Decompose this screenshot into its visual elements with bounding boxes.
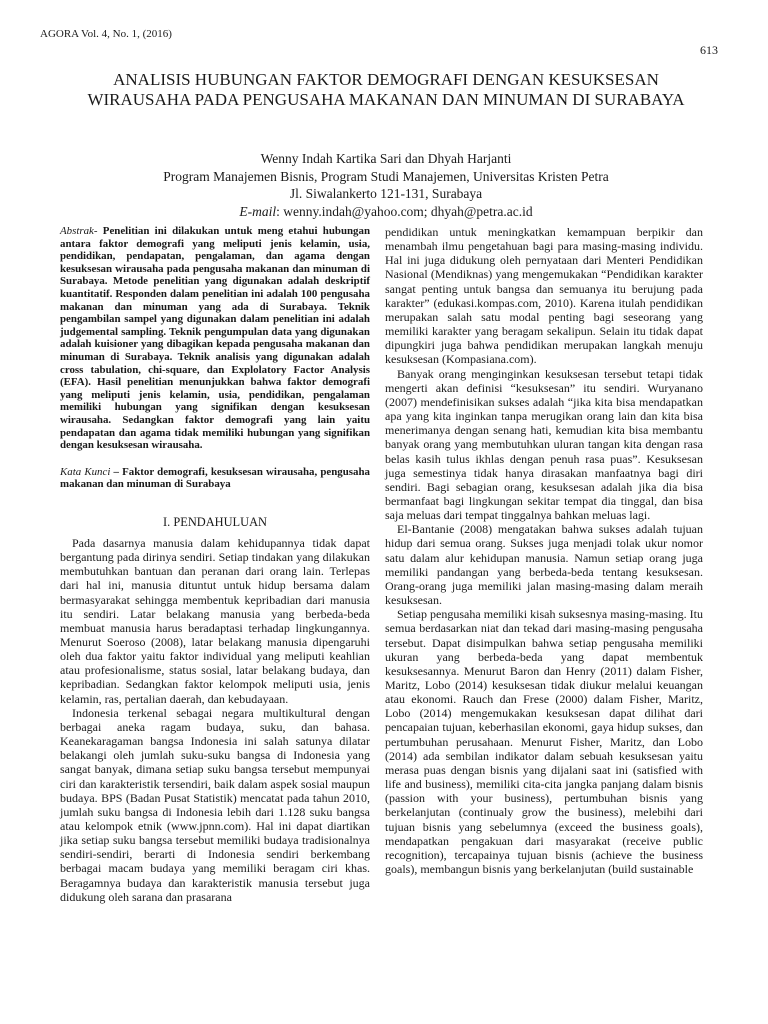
author-address: Jl. Siwalankerto 121-131, Surabaya [289,186,483,201]
abstract [60,225,370,452]
abstract-text: Penelitian ini dilakukan untuk meng etahui hubungan antara faktor demografi yang meliputi jenis kelamin, usia, pendidikan, pendapatan, pengalaman, dan agama dengan kesuksesan wirausaha pada pengusaha makanan dan minuman di Surabaya. Metode penelitian yang digunakan adalah deskriptif kuantitatif. Responden dalam penelitian ini adalah 100 pengusaha makanan dan minuman yang ada di Surabaya. Teknik pengambilan sampel yang digunakan dalam penelitian ini adalah judgemental sampling. Teknik pengumpulan data yang digunakan adalah kuisioner yang dibagikan kepada pengusaha makanan dan minuman di Surabaya. Teknik analisis yang digunakan adalah cross tabulation, chi-square, dan Explolatory Factor Analysis (EFA). Hasil penelitian menunjukkan bahwa faktor demografi yang meliputi jenis kelamin, usia, pendidikan, pengalaman memiliki hubungan yang signifikan dengan kesuksesan wirausaha. Sedangkan faktor demografi yang lain yaitu pendapatan dan agama tidak memiliki hubungan yang signifikan dengan kesuksesan wirausaha. [60,225,370,452]
keywords-text: – Faktor demografi, kesuksesan wirausaha, pengusaha makanan dan minuman di Surabaya [60,465,370,491]
keywords-label: Kata Kunci [60,465,111,478]
right-column [385,225,703,876]
author-email-line [80,203,692,221]
paper-title: ANALISIS HUBUNGAN FAKTOR DEMOGRAFI DENGAN KESUKSESAN WIRAUSAHA PADA PENGUSAHA MAKANAN DAN MINUMAN DI SURABAYA [87,70,685,109]
author-email: : wenny.indah@yahoo.com; dhyah@petra.ac.id [276,203,533,219]
author-names: Wenny Indah Kartika Sari dan Dhyah Harjanti [260,151,512,166]
author-block [80,150,692,220]
right-paragraph-3: El-Bantanie (2008) mengatakan bahwa sukses adalah tujuan hidup dari semua orang. Sukses juga menjadi tolak ukur nomor satu dalam alur kehidupan manusia. Namun setiap orang juga memiliki pandangan yang berbeda-beda tentang kesuksesan. Orang-orang juga memiliki jalan masing-masing dalam meraih kesuksesan. [385,522,703,608]
keywords [60,466,370,491]
journal-header: AGORA Vol. 4, No. 1, (2016) [40,28,172,40]
left-paragraph-1: Pada dasarnya manusia dalam kehidupannya tidak dapat bergantung pada dirinya sendiri. Setiap tindakan yang dilakukan membutuhkan bantuan dan peranan dari orang lain. Terlepas dari hal ini, manusia dituntut untuk hidup bersama dalam bermasyarakat sehingga membentuk kepribadian dari manusia itu sendiri. Latar belakang manusia yang berbeda-beda membuat manusia harus beradaptasi terhadap lingkungannya. Menurut Soeroso (2008), latar belakang manusia dipengaruhi oleh dua faktor yaitu faktor individual yang meliputi keahlian atau profesionalisme, status sosial, latar belakang budaya, dan kepribadian. Sedangkan faktor kelompok meliputi usia, jenis kelamin, ras, pertalian daerah, dan kebudayaan. [60,535,370,706]
left-column [60,225,370,904]
section-heading: I. PENDAHULUAN [163,514,267,529]
right-paragraph-4: Setiap pengusaha memiliki kisah suksesnya masing-masing. Itu semua berdasarkan niat dan tekad dari masing-masing pengusaha tersebut. Dapat disimpulkan bahwa setiap pengusaha memiliki ukuran yang berbeda-beda yang dapat membentuk kesuksesannya. Menurut Baron dan Henry (2011) dalam Fisher, Maritz, Lobo (2014) kesuksesan tidak diukur melalui keuangan atau ekonomi. Rauch dan Frese (2000) dalam Fisher, Maritz, Lobo (2014) mengemukakan kesuksesan dapat dilihat dari pencapaian tujuan, keberhasilan ekonomi, gaya hidup sukses, dan pertumbuhan perusahaan. Menurut Fisher, Maritz, dan Lobo (2014) ada sembilan indikator dalam sebuah kesuksesan yaitu merasa puas dengan bisnis yang dijalani saat ini (satisfied with life and business), memiliki cita-cita jangka panjang dalam bisnis (passion with your business), pertumbuhan bisnis yang berkelanjutan (continualy grow the business), melebihi dari tujuan bisnis yang sebelumnya (exceed the business goals), mendapatkan pengakuan dari masyarakat (receive public recognition), tercapainya tujuan bisnis (achieve the business goals), membangun bisnis yang berkelanjutan (build sustainable [385,607,703,877]
abstract-label: Abstrak- [60,225,98,237]
right-paragraph-1: pendidikan untuk meningkatkan kemampuan berpikir dan menambah ilmu pengetahuan bagi para masing-masing individu. Hal ini juga didukung oleh pernyataan dari Menteri Pendidikan Nasional (Mendiknas) yang mengemukakan “Pendidikan karakter sangat penting untuk bangsa dan semuanya itu berujung pada karakter” (edukasi.kompas.com, 2010). Karena itulah pendidikan merupakan salah satu modal penting bagi seseorang yang memiliki karakter yang beragam sekalipun. Selain itu tidak dapat dipungkiri juga bahwa pendidikan merupakan langkah menuju kesuksesan (Kompasiana.com). [385,225,703,367]
email-label: E-mail [239,203,277,219]
left-paragraph-2: Indonesia terkenal sebagai negara multikultural dengan berbagai aneka ragam budaya, suku, dan bahasa. Keanekaragaman bangsa Indonesia ini salah satunya dilatar belakangi oleh jumlah suku-suku bangsa di Indonesia yang sangat banyak, dimana setiap suku bangsa tersebut mempunyai ciri dan karakteristik tersendiri, baik dalam aspek sosial maupun budaya. BPS (Badan Pusat Statistik) mencatat pada tahun 2010, jumlah suku bangsa di Indonesia lebih dari 1.128 suku bangsa atau kelompok etnik (www.jpnn.com). Hal ini dapat diartikan jika setiap suku bangsa tersebut memiliki budaya tradisionalnya sendiri-sendiri, berarti di Indonesia sendiri berkembang berbagai macam budaya yang memiliki beragam ciri khas. Beragamnya budaya dan karakteristik manusia tersebut juga didukung oleh sarana dan prasarana [60,705,370,904]
right-paragraph-2: Banyak orang menginginkan kesuksesan tersebut tetapi tidak mengerti akan definisi “kesuksesan” itu sendiri. Wuryanano (2007) mendefinisikan sukses adalah “jika kita bisa mendapatkan apa yang kita inginkan tanpa merugikan orang lain dan kita bisa menerimanya dengan senang hati, kemudian kita bisa membantu banyak orang yang membutuhkan uluran tangan kita dengan rasa belas kasih tulus ikhlas dengan penuh rasa puas”. Kesuksesan juga semestinya tidak hanya dirasakan manfaatnya bagi diri sendiri. Bagi sebagian orang, kesuksesan adalah jika dia bisa bermanfaat bagi lingkungan sekitar tempat dia tinggal, dan bisa saja meluas dari tempat tinggalnya bahkan meluas lagi. [385,366,703,523]
page-number: 613 [700,43,718,57]
author-affiliation: Program Manajemen Bisnis, Program Studi Manajemen, Universitas Kristen Petra [163,168,609,184]
